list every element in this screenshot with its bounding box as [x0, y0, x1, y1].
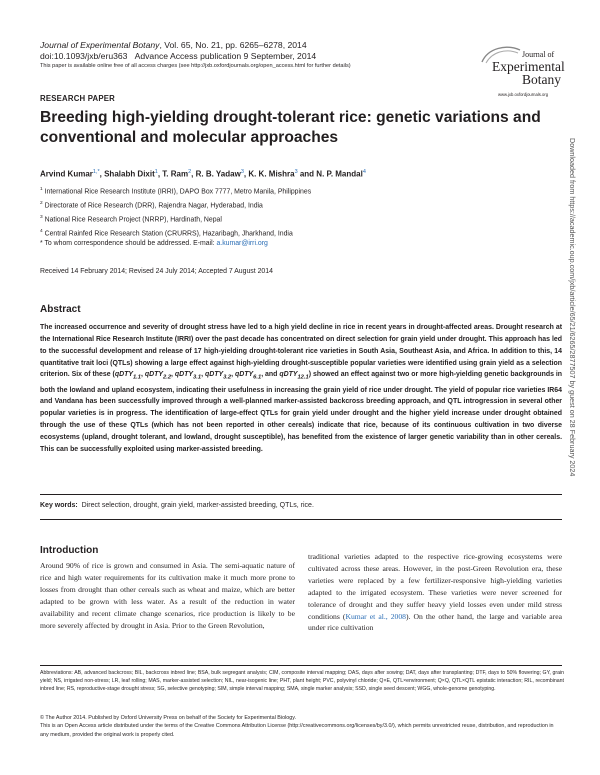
- divider: [40, 665, 562, 666]
- affiliation: $^1$ International Rice Research Institute (IRRI), DAPO Box 7777, Metro Manila, Philippines: [40, 187, 312, 196]
- email-link[interactable]: a.kumar@irri.org: [216, 240, 268, 247]
- logo-line2: Experimental: [492, 59, 565, 74]
- author: N. P. Mandal: [316, 169, 363, 179]
- citation: , Vol. 65, No. 21, pp. 6265–6278, 2014: [159, 40, 307, 50]
- author-list: Arvind Kumar$^{1,*}$, Shalabh Dixit$^1$, T. Ram$^2$, R. B. Yadaw$^3$, K. K. Mishra$^3$ and N. P. Mandal$^4$: [40, 169, 366, 179]
- doi[interactable]: doi:10.1093/jxb/eru363: [40, 51, 128, 61]
- author: T. Ram: [162, 169, 189, 179]
- copyright-block: [40, 714, 562, 739]
- correspondence: * To whom correspondence should be addressed. E-mail: a.kumar@irri.org: [40, 240, 268, 247]
- journal-logo: [478, 44, 570, 96]
- affiliation: $^2$ Directorate of Rice Research (DRR), Rajendra Nagar, Hyderabad, India: [40, 201, 263, 210]
- abstract-heading: Abstract: [40, 304, 81, 315]
- abbreviations: Abbreviations: AB, advanced backcross; BIL, backcross inbred line; BSA, bulk segregant analysis; CIM, composite interval mapping; DAS, days after sowing; DAT, days after transplanting; DTF, days to 50% flowering; GY, grain yield; NS, irrigated non-stress; LR, leaf rolling; MAS, marker-assisted selection; NIL, near-isogenic line; PHT, plant height; PVC, polyvinyl chloride; Q×E, QTL×environment; Q×Q, QTL×QTL epistatic interaction; RIL, recombinant inbred line; RS, reproductive-stage drought stress; SG, selective genotyping; SIM, simple interval mapping; SMA, single marker analysis; SSD, single seed descent; WGG, whole-genome genotyping.: [40, 670, 564, 693]
- open-access-note: This paper is available online free of all access charges (see http://jxb.oxfordjournals.org/open_access.html for further details): [40, 63, 351, 69]
- abstract-body: The increased occurrence and severity of drought stress have led to a high yield decline in rice in recent years in drought-affected areas. Drought research at the International Rice Research Institute (IRRI) over the past decade has concentrated on direct selection for grain yield under drought. This approach has led to the successful development and release of 17 high-yielding drought-tolerant rice varieties in South Asia, Southeast Asia, and Africa. In addition to this, 14 quantitative trait loci (QTLs) showing a large effect against high-yielding drought-susceptible popular varieties were identified using grain yield as a selection criterion. Six of these (qDTY$_{1.1}$, qDTY$_{2.2}$, qDTY$_{3.1}$, qDTY$_{3.2}$, qDTY$_{6.1}$, and qDTY$_{12.1}$) showed an effect against two or more high-yielding genetic backgrounds in both the lowland and upland ecosystem, indicating their usefulness in increasing the grain yield of rice under drought. The yield of popular rice varieties IR64 and Vandana has been successfully improved through a well-planned marker-assisted backcross breeding approach, and QTL introgression in several other popular varieties is in progress. The identification of large-effect QTLs for grain yield under drought and the higher yield increase under drought obtained through the use of these QTLs (which has not been reported in other cereals) indicate that rice, because of its continuous cultivation in two diverse ecosystems (upland, drought tolerant, and lowland, drought susceptible), has benefited from the existence of larger genetic variability than in other cereals. This can be successfully exploited using marker-assisted breeding.: [40, 324, 563, 453]
- author-sup[interactable]: 3: [294, 169, 298, 175]
- author: Arvind Kumar: [40, 169, 93, 179]
- advance-access: Advance Access publication 9 September, 2014: [134, 51, 317, 61]
- author-sup[interactable]: 4: [362, 169, 366, 175]
- author: R. B. Yadaw: [195, 169, 241, 179]
- logo-line3: Botany: [522, 72, 561, 87]
- section-label: RESEARCH PAPER: [40, 94, 116, 103]
- author-sup[interactable]: 3: [240, 169, 244, 175]
- author: K. K. Mishra: [248, 169, 295, 179]
- paper-title: Breeding high-yielding drought-tolerant rice: genetic variations and conventional and molecular approaches: [40, 109, 541, 146]
- author-sup[interactable]: 1: [154, 169, 158, 175]
- intro-column-left: Around 90% of rice is grown and consumed in Asia. The semi-aquatic nature of rice and high water requirements for its cultivation make it much more prone to losses from drought than other cereals such as wheat and maize, which are better adapted to be grown with less water. As a result of the reduction in water availability and recent climate change scenarios, rice production is likely to be more severely affected by drought in Asia. Prior to the Green Revolution,: [40, 561, 295, 630]
- intro-column-right: traditional varieties adapted to the respective rice-growing ecosystems were cultivated across these areas. However, in the post-Green Revolution era, these varieties were replaced by a few fertilizer-responsive high-yielding varieties adapted to the irrigated ecosystem. These varieties were never screened for tolerance of drought and they suffer heavy yield losses even under mild stress conditions (Kumar et al., 2008). On the other hand, the large and variable area under rice cultivation: [308, 552, 562, 633]
- introduction-heading: Introduction: [40, 545, 99, 556]
- copyright: © The Author 2014. Published by Oxford University Press on behalf of the Society for Experimental Biology.: [40, 715, 297, 721]
- author-sup[interactable]: 1,*: [92, 169, 100, 175]
- divider: [40, 494, 562, 495]
- affiliations: [40, 184, 311, 240]
- author: Shalabh Dixit: [104, 169, 155, 179]
- download-sidebar: Downloaded from https://academic.oup.com/jxb/article/65/21/6265/2877507 by guest on 28 February 2024: [568, 138, 577, 477]
- journal-name: Journal of Experimental Botany: [40, 40, 160, 50]
- author-sup[interactable]: 2: [188, 169, 192, 175]
- license: This is an Open Access article distributed under the terms of the Creative Commons Attribution License (http://creativecommons.org/licenses/by/3.0/), which permits unrestricted reuse, distribution, and reproduction in any medium, provided the original work is properly cited.: [40, 723, 554, 738]
- logo-url: www.jxb.oxfordjournals.org: [498, 92, 549, 97]
- citation-link[interactable]: Kumar et al., 2008: [345, 611, 406, 621]
- received-dates: Received 14 February 2014; Revised 24 July 2014; Accepted 7 August 2014: [40, 268, 273, 275]
- affiliation: $^4$ Central Rainfed Rice Research Station (CRURRS), Hazaribagh, Jharkhand, India: [40, 229, 293, 238]
- affiliation: $^3$ National Rice Research Project (NRRP), Hardinath, Nepal: [40, 215, 222, 224]
- divider: [40, 519, 562, 520]
- keywords: Key words: Direct selection, drought, grain yield, marker-assisted breeding, QTLs, rice.: [40, 502, 314, 509]
- logo-line1: Journal of: [522, 50, 555, 59]
- journal-header: [40, 40, 351, 70]
